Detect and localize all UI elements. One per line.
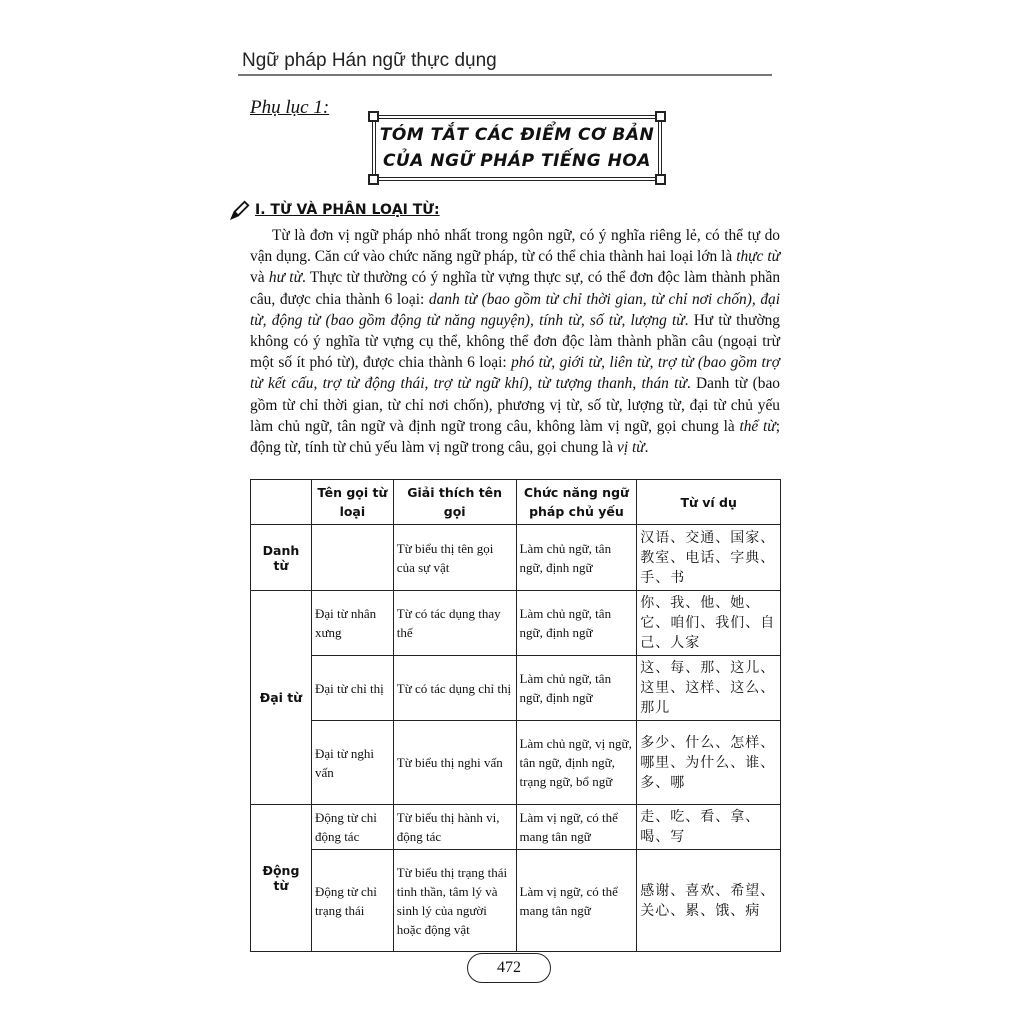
table-row xyxy=(251,721,781,805)
section-heading xyxy=(229,199,440,221)
corner-ornament xyxy=(368,111,379,122)
group-cell: Động từ xyxy=(251,805,312,952)
table-header-row xyxy=(251,480,781,525)
subtype-cell: Đại từ chỉ thị xyxy=(311,656,393,721)
table-row xyxy=(251,805,781,850)
section-title: I. TỪ VÀ PHÂN LOẠI TỪ: xyxy=(255,202,440,218)
explain-cell: Từ có tác dụng chỉ thị xyxy=(393,656,516,721)
italic-term: hư từ xyxy=(268,269,302,287)
title-line-2: CỦA NGỮ PHÁP TIẾNG HOA xyxy=(383,151,651,171)
explain-cell: Từ biểu thị tên gọi của sự vật xyxy=(393,525,516,591)
examples-cell: 汉语、交通、国家、教室、电话、字典、手、书 xyxy=(637,525,781,591)
function-cell: Làm vị ngữ, có thể mang tân ngữ xyxy=(516,850,637,952)
text-run: . Thực từ thường có ý nghĩa từ vựng thực sự, có thể đơn độc làm thành phần câu, được chia thành 6 loại: xyxy=(250,269,781,308)
title-box xyxy=(372,115,662,181)
page-number: 472 xyxy=(467,953,551,983)
corner-ornament xyxy=(368,174,379,185)
function-cell: Làm chủ ngữ, tân ngữ, định ngữ xyxy=(516,591,637,656)
table-row xyxy=(251,591,781,656)
function-cell: Làm chủ ngữ, tân ngữ, định ngữ xyxy=(516,525,637,591)
text-run: và xyxy=(250,269,269,287)
explain-cell: Từ biểu thị nghi vấn xyxy=(393,721,516,805)
group-cell: Đại từ xyxy=(251,591,312,805)
running-head-title: Ngữ pháp Hán ngữ thực dụng xyxy=(242,50,497,71)
pencil-icon xyxy=(229,199,251,221)
header-rule xyxy=(238,74,772,76)
subtype-cell xyxy=(311,525,393,591)
italic-term: danh từ (bao gồm từ chỉ thời gian, từ chỉ nơi chốn), đại từ, động từ (bao gồm động từ năng nguyện), tính từ, số từ, lượng từ xyxy=(250,290,780,329)
subtype-cell: Đại từ nhân xưng xyxy=(311,591,393,656)
examples-cell: 感谢、喜欢、希望、关心、累、饿、病 xyxy=(637,850,781,952)
header-cell-type-name: Tên gọi từ loại xyxy=(311,480,393,525)
subtype-cell: Đại từ nghi vấn xyxy=(311,721,393,805)
header-cell-function: Chức năng ngữ pháp chủ yếu xyxy=(516,480,637,525)
examples-cell: 你、我、他、她、它、咱们、我们、自己、人家 xyxy=(637,591,781,656)
italic-term: phó từ, giới từ, liên từ, trợ từ (bao gồm trợ từ kết cấu, trợ từ động thái, trợ từ ngữ khí), từ tượng thanh, thán từ xyxy=(250,354,780,393)
italic-term: vị từ xyxy=(616,439,645,457)
text-run: Từ là đơn vị ngữ pháp nhỏ nhất trong ngôn ngữ, có ý nghĩa riêng lẻ, có thể tự do vận dụng. Căn cứ vào chức năng ngữ pháp, từ có thể chia thành hai loại lớn là xyxy=(250,227,780,266)
table-row xyxy=(251,525,781,591)
appendix-label: Phụ lục 1: xyxy=(250,97,330,118)
table-row xyxy=(251,656,781,721)
header-cell-explanation: Giải thích tên gọi xyxy=(393,480,516,525)
table-row xyxy=(251,850,781,952)
title-line-1: TÓM TẮT CÁC ĐIỂM CƠ BẢN xyxy=(379,125,655,145)
group-cell: Danh từ xyxy=(251,525,312,591)
word-class-table xyxy=(250,479,781,952)
text-run: . xyxy=(644,439,649,457)
italic-term: thực từ xyxy=(736,248,781,266)
explain-cell: Từ có tác dụng thay thế xyxy=(393,591,516,656)
italic-term: thể từ xyxy=(739,417,776,435)
text-run: ; động từ, tính từ chủ yếu làm vị ngữ trong câu, gọi chung là xyxy=(250,417,780,457)
corner-ornament xyxy=(655,174,666,185)
header-cell-blank xyxy=(251,480,312,525)
subtype-cell: Động từ chỉ động tác xyxy=(311,805,393,850)
examples-cell: 这、每、那、这儿、这里、这样、这么、那儿 xyxy=(637,656,781,721)
function-cell: Làm chủ ngữ, vị ngữ, tân ngữ, định ngữ, trạng ngữ, bổ ngữ xyxy=(516,721,637,805)
explain-cell: Từ biểu thị hành vi, động tác xyxy=(393,805,516,850)
explain-cell: Từ biểu thị trạng thái tinh thần, tâm lý và sinh lý của người hoặc động vật xyxy=(393,850,516,952)
function-cell: Làm vị ngữ, có thể mang tân ngữ xyxy=(516,805,637,850)
corner-ornament xyxy=(655,111,666,122)
examples-cell: 走、吃、看、拿、喝、写 xyxy=(637,805,781,850)
examples-cell: 多少、什么、怎样、哪里、为什么、谁、多、哪 xyxy=(637,721,781,805)
text-run: . Hư từ thường không có ý nghĩa từ vựng cụ thể, không thể đơn độc làm thành phần câu (ngoại trừ một số ít phó từ), được chia thành 6 loại: xyxy=(250,311,780,372)
function-cell: Làm chủ ngữ, tân ngữ, định ngữ xyxy=(516,656,637,721)
subtype-cell: Động từ chỉ trạng thái xyxy=(311,850,393,952)
text-run: . Danh từ (bao gồm từ chỉ thời gian, từ chỉ nơi chốn), phương vị từ, số từ, lượng từ, đại từ chủ yếu làm chủ ngữ, tân ngữ và định ngữ trong câu, không làm vị ngữ, gọi chung là xyxy=(250,375,780,435)
body-paragraph xyxy=(250,225,780,458)
header-cell-examples: Từ ví dụ xyxy=(637,480,781,525)
